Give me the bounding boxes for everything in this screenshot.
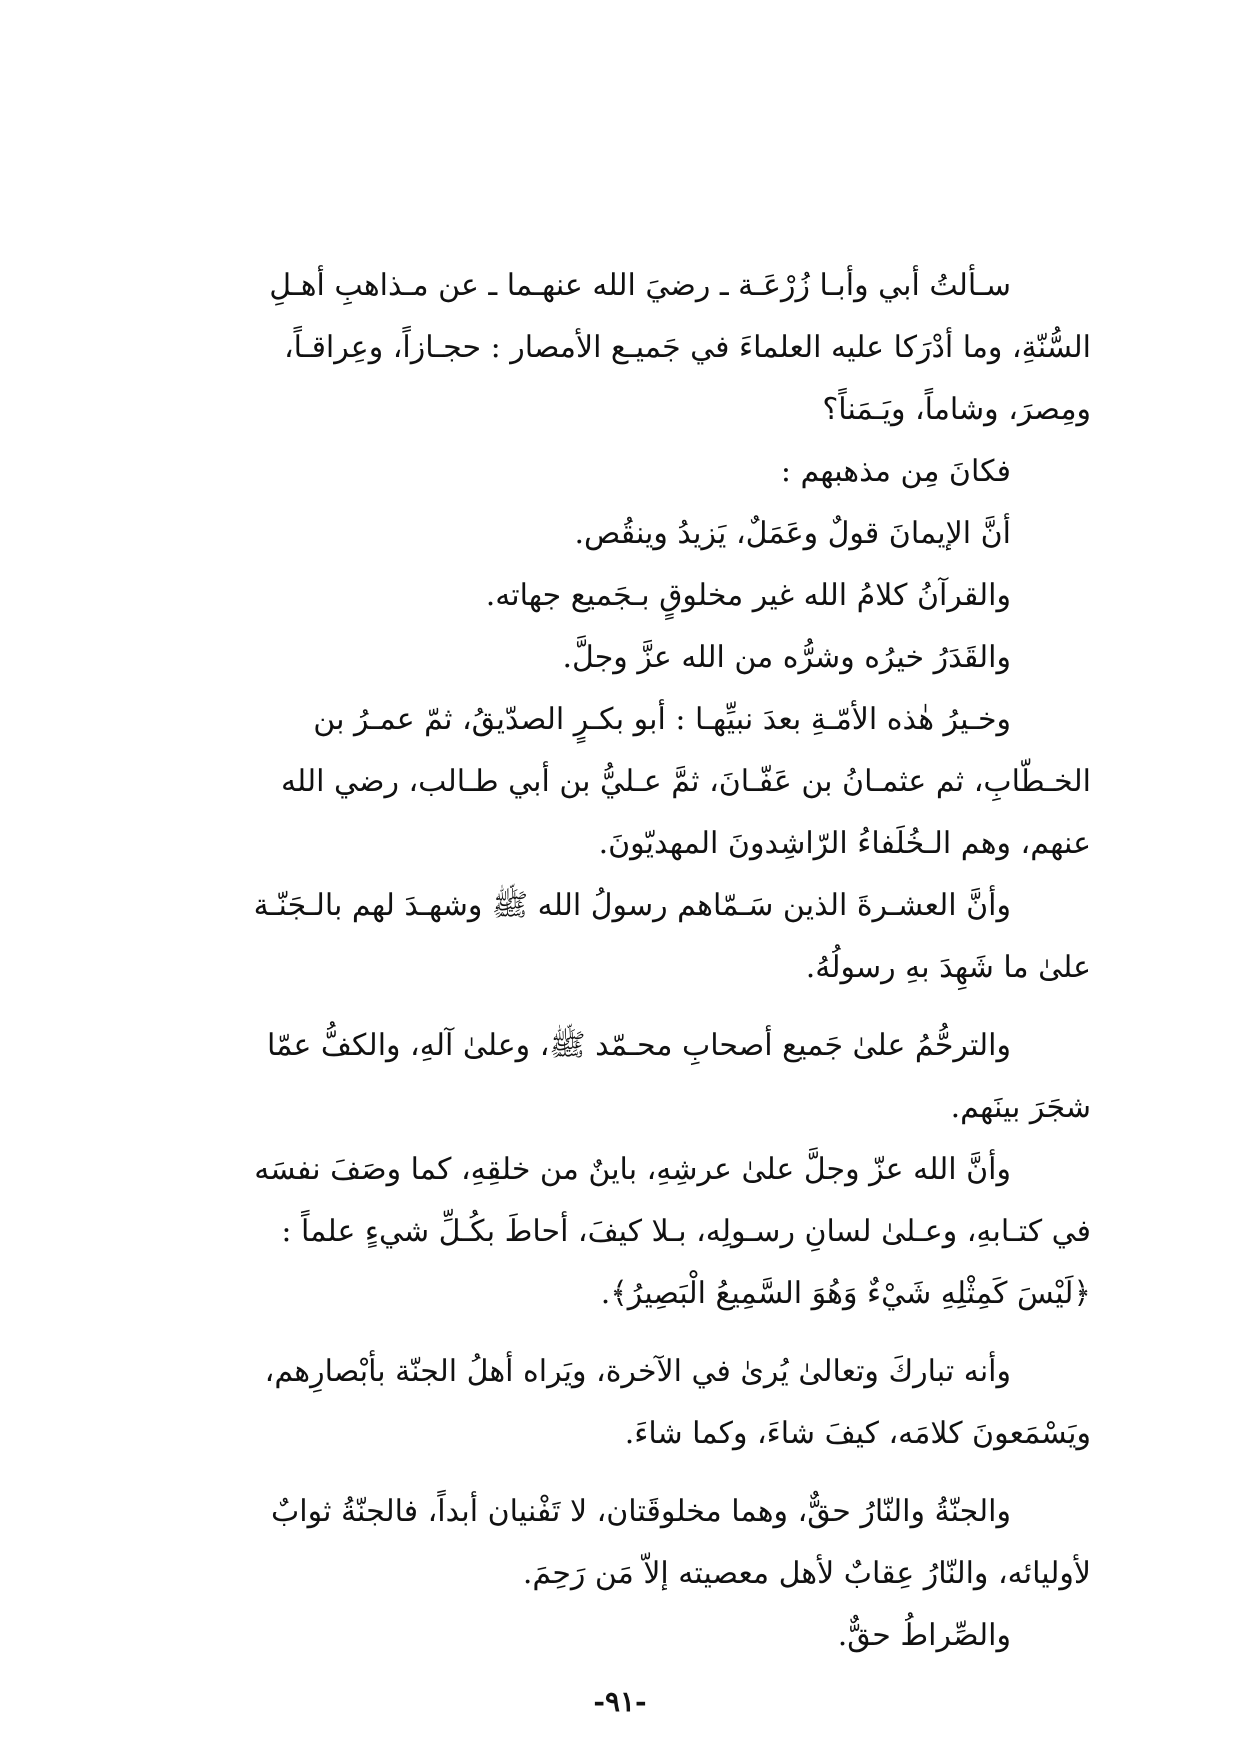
text-line: والقرآنُ كلامُ الله غير مخلوقٍ بـجَميع جهاته.: [485, 578, 1011, 613]
text-line: وأنه تباركَ وتعالىٰ يُرىٰ في الآخرة، ويَراه أهلُ الجنّة بأبْصارِهم،: [264, 1354, 1011, 1389]
text-line: ويَسْمَعونَ كلامَه، كيفَ شاءَ، وكما شاءَ.: [624, 1416, 1091, 1451]
text-line: ومِصرَ، وشاماً، ويَـمَناً؟: [822, 392, 1091, 427]
text-line: والقَدَرُ خيرُه وشرُّه من الله عزَّ وجلَّ.: [562, 640, 1011, 675]
text-line: عنهم، وهم الـخُلَفاءُ الرّاشِدونَ المهديّونَ.: [598, 826, 1091, 861]
text-line: في كتـابهِ، وعـلىٰ لسانِ رسـولِه، بـلا كيفَ، أحاطَ بكُـلِّ شيءٍ علماً :: [281, 1214, 1091, 1249]
text-line: وأنَّ الله عزّ وجلَّ علىٰ عرشِهِ، باينٌ من خلقِهِ، كما وصَفَ نفسَه: [254, 1152, 1011, 1187]
page-number: -٩١-: [593, 1685, 647, 1718]
text-line: والجنّةُ والنّارُ حقٌّ، وهما مخلوقَتان، لا تَفْنيان أبداً، فالجنّةُ ثوابٌ: [271, 1494, 1011, 1529]
text-line: وخـيرُ هٰذه الأمّـةِ بعدَ نبيِّهـا : أبو بكـرٍ الصدّيقُ، ثمّ عمـرُ بن: [313, 702, 1011, 737]
text-line: الخـطّابِ، ثم عثمـانُ بن عَفّـانَ، ثمَّ عـليُّ بن أبي طـالب، رضي الله: [280, 764, 1091, 799]
body-text: [236, 255, 1091, 1667]
text-line: والترحُّمُ علىٰ جَميع أصحابِ محـمّد ﷺ، وعلىٰ آلهِ، والكفُّ عمّا: [267, 1028, 1011, 1063]
text-line: شجَرَ بينَهم.: [950, 1090, 1091, 1125]
quran-verse-line: ﴿لَيْسَ كَمِثْلِهِ شَيْءٌ وَهُوَ السَّمِيعُ الْبَصِيرُ﴾.: [600, 1276, 1091, 1311]
text-line: علىٰ ما شَهِدَ بهِ رسولُهُ.: [805, 950, 1091, 985]
text-line: وأنَّ العشـرةَ الذين سَـمّاهم رسولُ الله ﷺ وشهـدَ لهم بالـجَنّـة: [253, 888, 1011, 923]
text-line: أنَّ الإيمانَ قولٌ وعَمَلٌ، يَزيدُ وينقُص.: [574, 516, 1011, 551]
text-line: والصِّراطُ حقٌّ.: [837, 1618, 1011, 1653]
text-line: سـألتُ أبي وأبـا زُرْعَـة ـ رضيَ الله عنهـما ـ عن مـذاهبِ أهـلِ: [269, 268, 1011, 303]
text-line: لأوليائه، والنّارُ عِقابٌ لأهل معصيته إلاّ مَن رَحِمَ.: [522, 1556, 1091, 1591]
text-line: السُّنّةِ، وما أدْرَكا عليه العلماءَ في جَميـع الأمصار : حجـازاً، وعِراقـاً،: [283, 330, 1091, 365]
text-line: فكانَ مِن مذهبهم :: [780, 454, 1011, 489]
